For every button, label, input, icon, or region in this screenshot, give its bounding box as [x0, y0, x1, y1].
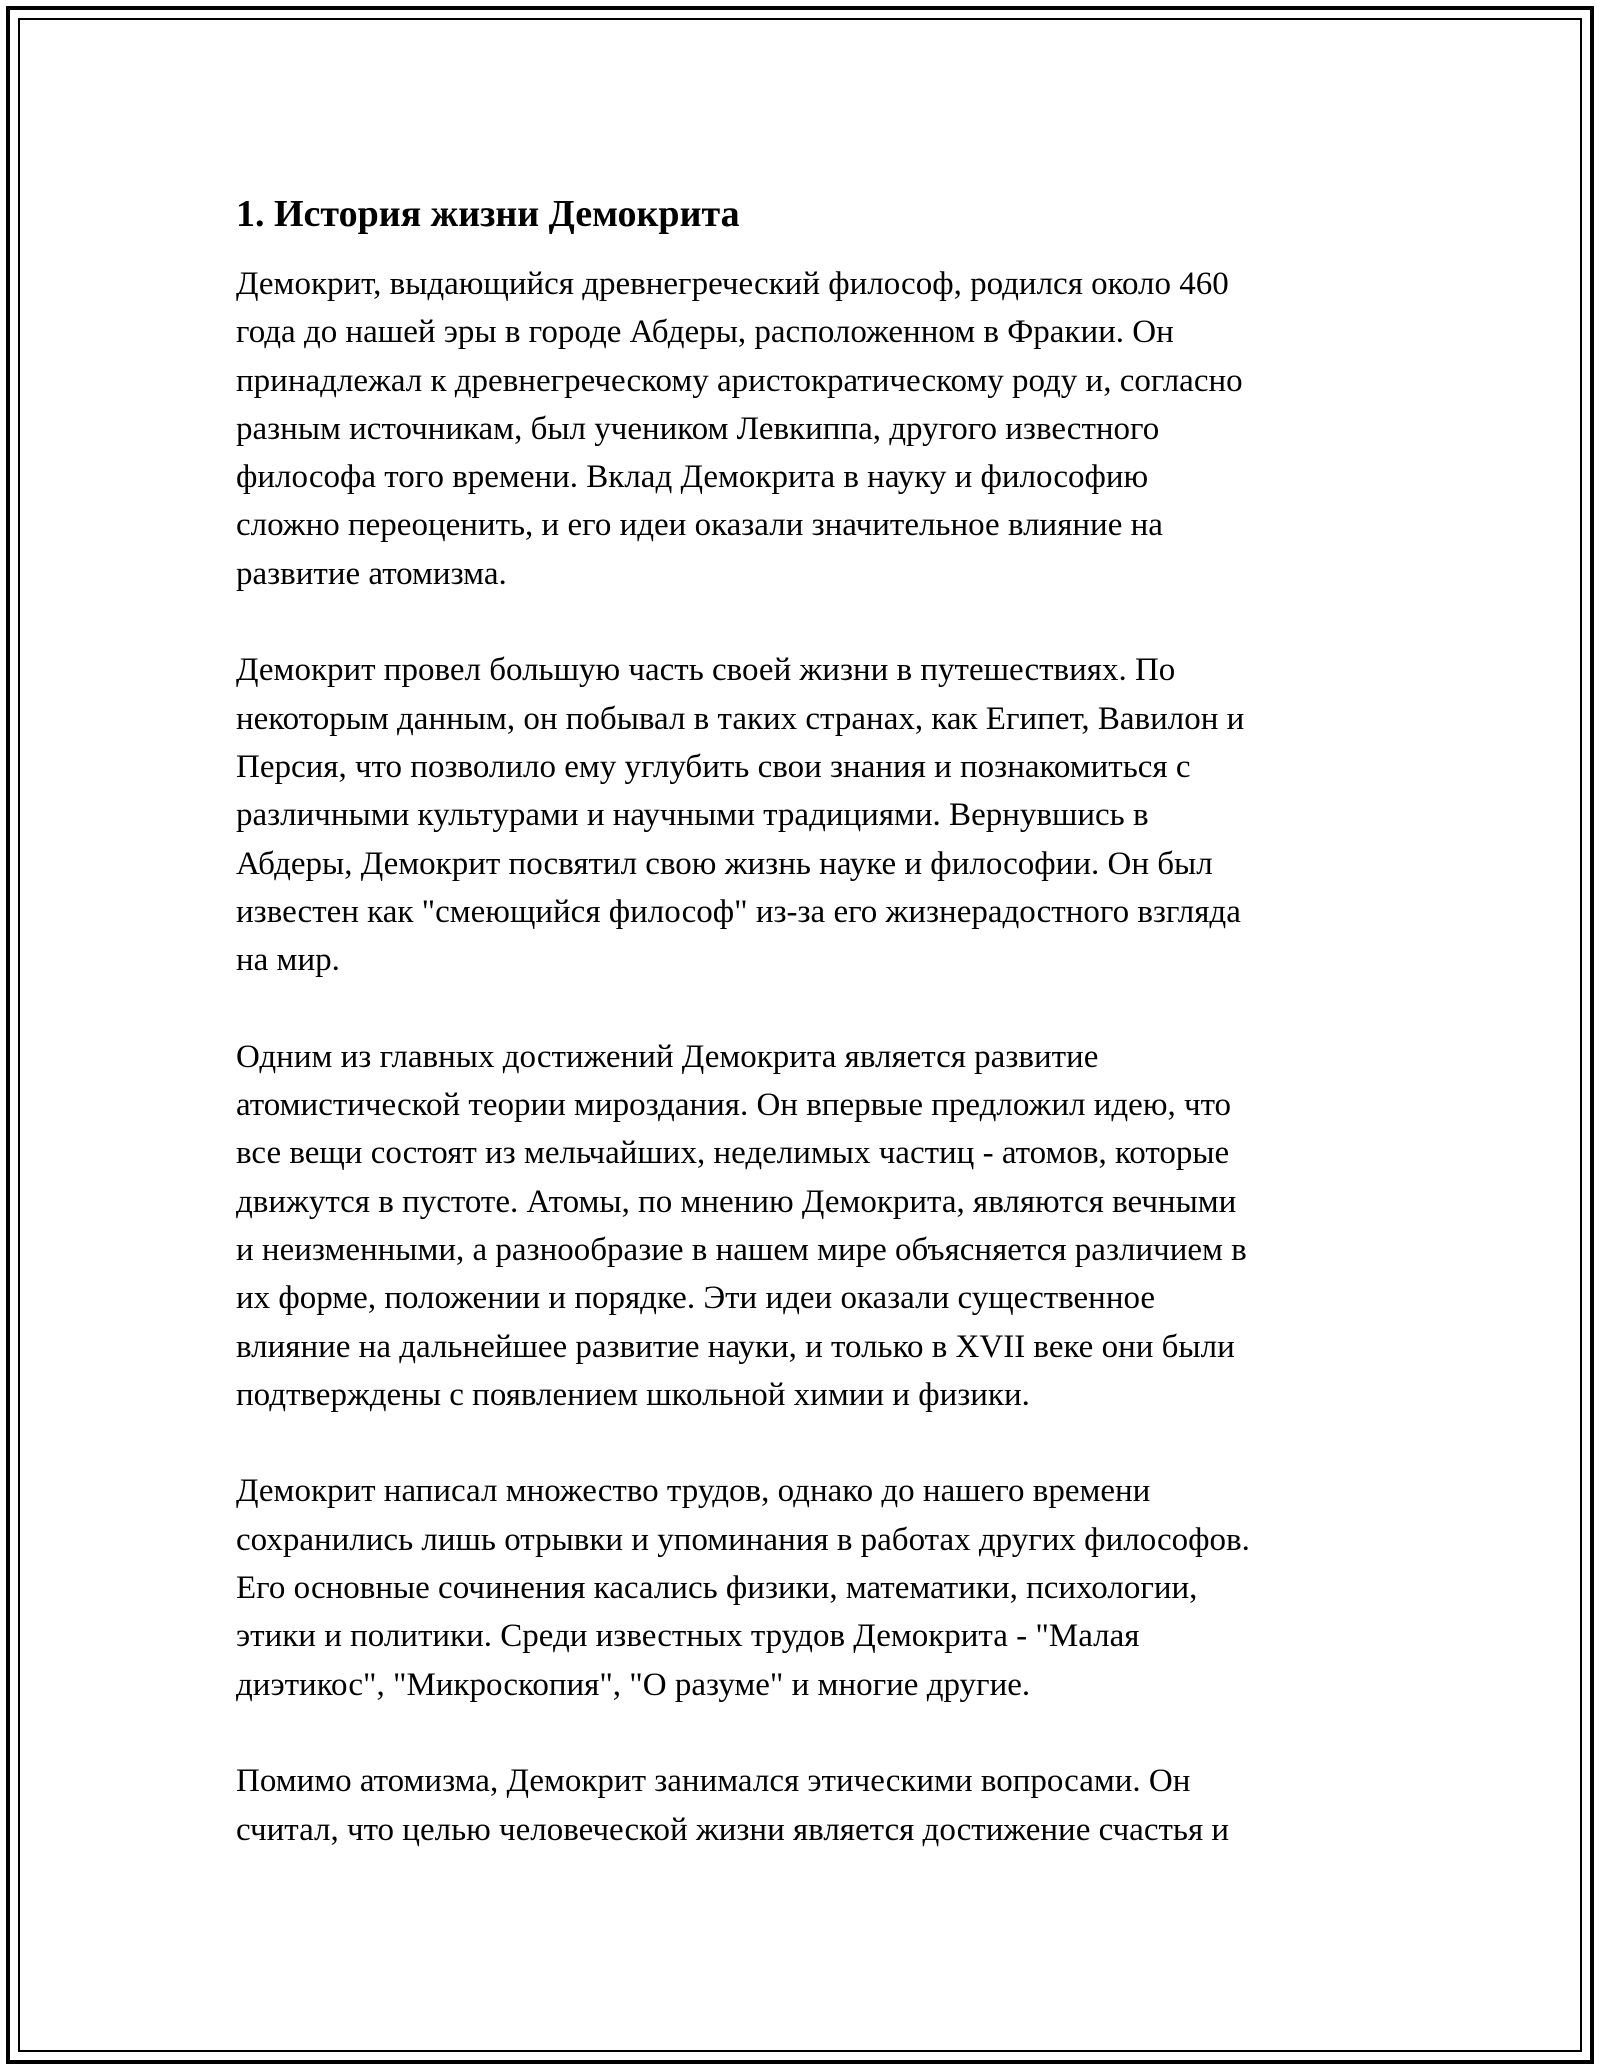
section-heading: 1. История жизни Демокрита: [236, 193, 740, 235]
paragraph-4: [236, 1467, 1376, 1708]
paragraph-line: Помимо атомизма, Демокрит занимался этическими вопросами. Он: [236, 1763, 1191, 1800]
paragraph-line: все вещи состоят из мельчайших, неделимых частиц - атомов, которые: [236, 1135, 1230, 1172]
paragraph-line: и неизменными, а разнообразие в нашем мире объясняется различием в: [236, 1231, 1247, 1268]
paragraph-line: Персия, что позволило ему углубить свои знания и познакомиться с: [236, 748, 1191, 785]
paragraph-line: их форме, положении и порядке. Эти идеи оказали существенное: [236, 1280, 1156, 1317]
paragraph-line: влияние на дальнейшее развитие науки, и только в XVII веке они были: [236, 1328, 1235, 1365]
paragraph-line: подтверждены с появлением школьной химии и физики.: [236, 1376, 1030, 1413]
paragraph-line: атомистической теории мироздания. Он впервые предложил идею, что: [236, 1087, 1232, 1124]
paragraph-line: на мир.: [236, 942, 340, 979]
paragraph-3: [236, 1033, 1376, 1419]
paragraph-line: некоторым данным, он побывал в таких странах, как Египет, Вавилон и: [236, 700, 1245, 737]
paragraph-line: сложно переоценить, и его идеи оказали значительное влияние на: [236, 507, 1163, 544]
paragraph-line: года до нашей эры в городе Абдеры, расположенном в Фракии. Он: [236, 314, 1174, 351]
paragraph-line: различными культурами и научными традициями. Вернувшись в: [236, 797, 1149, 834]
paragraph-line: сохранились лишь отрывки и упоминания в работах других философов.: [236, 1521, 1250, 1558]
paragraph-line: считал, что целью человеческой жизни является достижение счастья и: [236, 1811, 1230, 1848]
paragraph-line: развитие атомизма.: [236, 555, 507, 592]
paragraph-2: [236, 646, 1376, 984]
paragraph-line: Демокрит провел большую часть своей жизни в путешествиях. По: [236, 652, 1176, 689]
paragraph-line: Демокрит, выдающийся древнегреческий философ, родился около 460: [236, 266, 1229, 302]
paragraph-line: Одним из главных достижений Демокрита является развитие: [236, 1038, 1099, 1075]
paragraph-line: философа того времени. Вклад Демокрита в науку и философию: [236, 459, 1149, 496]
paragraph-5: [236, 1757, 1376, 1854]
paragraph-line: Его основные сочинения касались физики, математики, психологии,: [236, 1570, 1198, 1607]
paragraph-line: этики и политики. Среди известных трудов Демокрита - "Малая: [236, 1618, 1140, 1655]
paragraph-line: принадлежал к древнегреческому аристократическому роду и, согласно: [236, 362, 1243, 399]
paragraph-line: движутся в пустоте. Атомы, по мнению Демокрита, являются вечными: [236, 1183, 1237, 1220]
paragraph-line: Демокрит написал множество трудов, однако до нашего времени: [236, 1473, 1151, 1510]
paragraph-line: диэтикос", "Микроскопия", "О разуме" и многие другие.: [236, 1666, 1031, 1703]
paragraph-line: разным источникам, был учеником Левкиппа, другого известного: [236, 410, 1160, 447]
document-body: [236, 188, 1376, 1854]
paragraph-line: Абдеры, Демокрит посвятил свою жизнь науке и философии. Он был: [236, 845, 1213, 882]
paragraph-line: известен как "смеющийся философ" из-за его жизнерадостного взгляда: [236, 893, 1241, 930]
paragraph-1: [236, 260, 1376, 598]
